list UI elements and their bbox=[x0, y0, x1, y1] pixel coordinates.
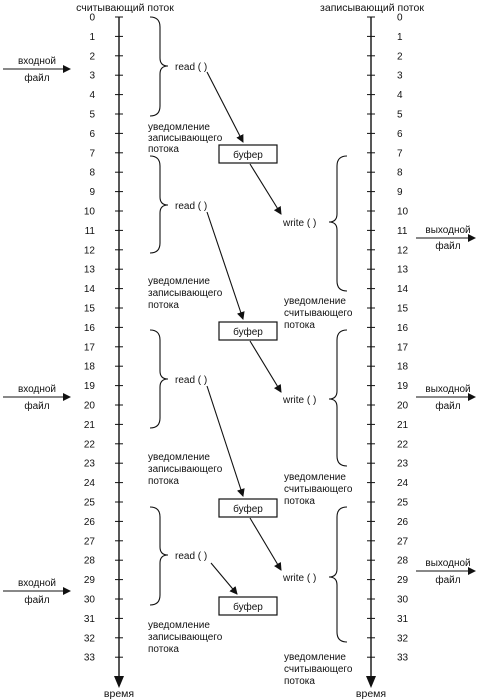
notify-line2: записывающего bbox=[148, 288, 223, 299]
read-brace-1 bbox=[150, 17, 168, 116]
timeline-tick-label: 26 bbox=[83, 516, 95, 528]
output-file-label-line2: файл bbox=[435, 241, 461, 252]
writer-ticks bbox=[367, 13, 409, 664]
read-label-4: read ( ) bbox=[175, 551, 208, 562]
output-file-label-line1: выходной bbox=[425, 225, 471, 236]
notify-writer-1 bbox=[148, 122, 223, 155]
read-label-3: read ( ) bbox=[175, 375, 208, 386]
timeline-tick-label: 16 bbox=[83, 322, 95, 334]
output-file-label-line2: файл bbox=[435, 575, 461, 586]
timeline-tick-label: 22 bbox=[83, 439, 95, 451]
read-label-1: read ( ) bbox=[175, 62, 208, 73]
arrow-buffer-to-write-3 bbox=[250, 518, 281, 570]
timeline-tick-label: 25 bbox=[397, 497, 409, 509]
timeline-tick-label: 18 bbox=[83, 361, 95, 373]
notify-line1: уведомление bbox=[284, 296, 346, 307]
buffer-box-4 bbox=[219, 597, 277, 615]
writer-thread-header: записывающий поток bbox=[320, 2, 424, 14]
writer-timeline-arrowhead bbox=[366, 676, 376, 688]
buffer-label: буфер bbox=[233, 602, 263, 613]
buffer-label: буфер bbox=[233, 150, 263, 161]
timeline-tick-label: 24 bbox=[397, 478, 409, 490]
timeline-tick-label: 2 bbox=[89, 51, 95, 63]
timeline-tick-label: 27 bbox=[397, 536, 409, 548]
timeline-tick-label: 25 bbox=[83, 497, 95, 509]
buffer-box-2 bbox=[219, 322, 277, 340]
timeline-tick-label: 5 bbox=[397, 109, 403, 121]
notify-line1: уведомление bbox=[284, 652, 346, 663]
timeline-tick-label: 8 bbox=[89, 167, 95, 179]
input-file-label-line2: файл bbox=[24, 401, 50, 412]
timeline-tick-label: 14 bbox=[397, 284, 409, 296]
notify-reader-3 bbox=[284, 652, 353, 687]
reader-thread-header: считывающий поток bbox=[76, 2, 174, 14]
timeline-tick-label: 11 bbox=[84, 225, 95, 237]
notify-line3: потока bbox=[148, 476, 179, 487]
timeline-tick-label: 24 bbox=[83, 478, 95, 490]
write-brace-2 bbox=[329, 330, 347, 466]
timeline-tick-label: 22 bbox=[397, 439, 409, 451]
timeline-tick-label: 15 bbox=[83, 303, 95, 315]
notify-line2: записывающего bbox=[148, 464, 223, 475]
input-file-label-line1: входной bbox=[17, 56, 57, 67]
timeline-tick-label: 11 bbox=[397, 225, 408, 237]
timeline-tick-label: 6 bbox=[397, 128, 403, 140]
input-file-label-line2: файл bbox=[24, 595, 50, 606]
timeline-tick-label: 31 bbox=[397, 613, 409, 625]
timeline-tick-label: 28 bbox=[83, 555, 95, 567]
read-label-2: read ( ) bbox=[175, 201, 208, 212]
notify-line3: потока bbox=[284, 320, 315, 331]
timeline-tick-label: 1 bbox=[89, 31, 95, 43]
reader-timeline-arrowhead bbox=[114, 676, 124, 688]
timeline-tick-label: 27 bbox=[83, 536, 95, 548]
notify-line3: потока bbox=[148, 144, 179, 155]
timeline-tick-label: 0 bbox=[397, 12, 403, 24]
input-file-1 bbox=[3, 56, 70, 84]
arrow-read-to-buffer-1 bbox=[207, 72, 243, 142]
timeline-tick-label: 16 bbox=[397, 322, 409, 334]
timeline-tick-label: 13 bbox=[83, 264, 95, 276]
timeline-tick-label: 23 bbox=[397, 458, 409, 470]
arrow-buffer-to-write-1 bbox=[250, 164, 281, 214]
output-file-3 bbox=[416, 558, 475, 586]
timeline-tick-label: 29 bbox=[397, 575, 409, 587]
timeline-tick-label: 3 bbox=[397, 70, 403, 82]
buffer-label: буфер bbox=[233, 327, 263, 338]
notify-writer-4 bbox=[148, 620, 223, 655]
notify-line3: потока bbox=[148, 300, 179, 311]
timeline-tick-label: 30 bbox=[397, 594, 409, 606]
buffer-label: буфер bbox=[233, 504, 263, 515]
timeline-tick-label: 31 bbox=[83, 613, 95, 625]
reader-ticks bbox=[84, 13, 123, 664]
timeline-tick-label: 21 bbox=[83, 419, 95, 431]
timeline-tick-label: 7 bbox=[397, 148, 403, 160]
timeline-tick-label: 17 bbox=[397, 342, 409, 354]
buffer-box-3 bbox=[219, 499, 277, 517]
notify-line2: записывающего bbox=[148, 133, 223, 144]
timeline-tick-label: 20 bbox=[397, 400, 409, 412]
timeline-tick-label: 3 bbox=[89, 70, 95, 82]
timeline-tick-label: 33 bbox=[397, 652, 409, 664]
notify-line2: записывающего bbox=[148, 632, 223, 643]
timeline-tick-label: 10 bbox=[83, 206, 95, 218]
notify-writer-3 bbox=[148, 452, 223, 487]
notify-line1: уведомление bbox=[148, 452, 210, 463]
read-brace-4 bbox=[150, 507, 168, 605]
write-brace-1 bbox=[329, 156, 347, 291]
notify-line3: потока bbox=[284, 676, 315, 687]
output-file-label-line1: выходной bbox=[425, 384, 471, 395]
timeline-tick-label: 9 bbox=[89, 187, 95, 199]
timeline-tick-label: 13 bbox=[397, 264, 409, 276]
timeline-tick-label: 15 bbox=[397, 303, 409, 315]
timeline-tick-label: 9 bbox=[397, 187, 403, 199]
timeline-tick-label: 6 bbox=[89, 128, 95, 140]
timeline-tick-label: 32 bbox=[397, 633, 409, 645]
notify-line2: считывающего bbox=[284, 484, 353, 495]
input-file-label-line1: входной bbox=[17, 578, 57, 589]
timeline-tick-label: 19 bbox=[83, 381, 95, 393]
notify-line1: уведомление bbox=[148, 122, 210, 133]
timeline-tick-label: 4 bbox=[397, 90, 403, 102]
notify-reader-2 bbox=[284, 472, 353, 507]
input-file-3 bbox=[3, 578, 70, 606]
writer-time-label: время bbox=[355, 688, 387, 699]
notify-line1: уведомление bbox=[284, 472, 346, 483]
timeline-tick-label: 18 bbox=[397, 361, 409, 373]
timeline-tick-label: 26 bbox=[397, 516, 409, 528]
write-label-1: write ( ) bbox=[283, 218, 317, 229]
timeline-tick-label: 8 bbox=[397, 167, 403, 179]
timeline-tick-label: 4 bbox=[89, 90, 95, 102]
input-file-label-line1: входной bbox=[17, 384, 57, 395]
timeline-tick-label: 23 bbox=[83, 458, 95, 470]
timeline-tick-label: 14 bbox=[83, 284, 95, 296]
timeline-tick-label: 17 bbox=[83, 342, 95, 354]
timeline-tick-label: 2 bbox=[397, 51, 403, 63]
timeline-tick-label: 0 bbox=[89, 12, 95, 24]
input-file-2 bbox=[3, 384, 70, 412]
notify-line1: уведомление bbox=[148, 620, 210, 631]
timeline-tick-label: 33 bbox=[83, 652, 95, 664]
write-brace-3 bbox=[329, 507, 347, 642]
timeline-tick-label: 32 bbox=[83, 633, 95, 645]
output-file-2 bbox=[416, 384, 475, 412]
notify-reader-1 bbox=[284, 296, 353, 331]
timeline-tick-label: 21 bbox=[397, 419, 409, 431]
timeline-tick-label: 10 bbox=[397, 206, 409, 218]
arrow-read-to-buffer-2 bbox=[207, 212, 243, 319]
timeline-tick-label: 28 bbox=[397, 555, 409, 567]
reader-time-label: время bbox=[103, 688, 135, 699]
buffer-box-1 bbox=[219, 145, 277, 163]
timeline-tick-label: 20 bbox=[83, 400, 95, 412]
write-label-2: write ( ) bbox=[283, 395, 317, 406]
output-file-label-line2: файл bbox=[435, 401, 461, 412]
notify-line1: уведомление bbox=[148, 276, 210, 287]
arrow-read-to-buffer-3 bbox=[207, 386, 243, 496]
output-file-label-line1: выходной bbox=[425, 558, 471, 569]
arrow-buffer-to-write-2 bbox=[250, 341, 281, 392]
arrow-read-to-buffer-4 bbox=[211, 563, 237, 594]
timeline-tick-label: 12 bbox=[397, 245, 409, 257]
read-brace-3 bbox=[150, 330, 168, 428]
notify-line2: считывающего bbox=[284, 308, 353, 319]
timeline-tick-label: 30 bbox=[83, 594, 95, 606]
timeline-tick-label: 29 bbox=[83, 575, 95, 587]
timeline-tick-label: 5 bbox=[89, 109, 95, 121]
timeline-tick-label: 19 bbox=[397, 381, 409, 393]
read-brace-2 bbox=[150, 156, 168, 253]
notify-line3: потока bbox=[148, 644, 179, 655]
notify-line3: потока bbox=[284, 496, 315, 507]
write-label-3: write ( ) bbox=[283, 573, 317, 584]
timeline-tick-label: 7 bbox=[89, 148, 95, 160]
timeline-tick-label: 1 bbox=[397, 31, 403, 43]
output-file-1 bbox=[416, 225, 475, 252]
notify-writer-2 bbox=[148, 276, 223, 311]
timeline-tick-label: 12 bbox=[83, 245, 95, 257]
notify-line2: считывающего bbox=[284, 664, 353, 675]
input-file-label-line2: файл bbox=[24, 73, 50, 84]
